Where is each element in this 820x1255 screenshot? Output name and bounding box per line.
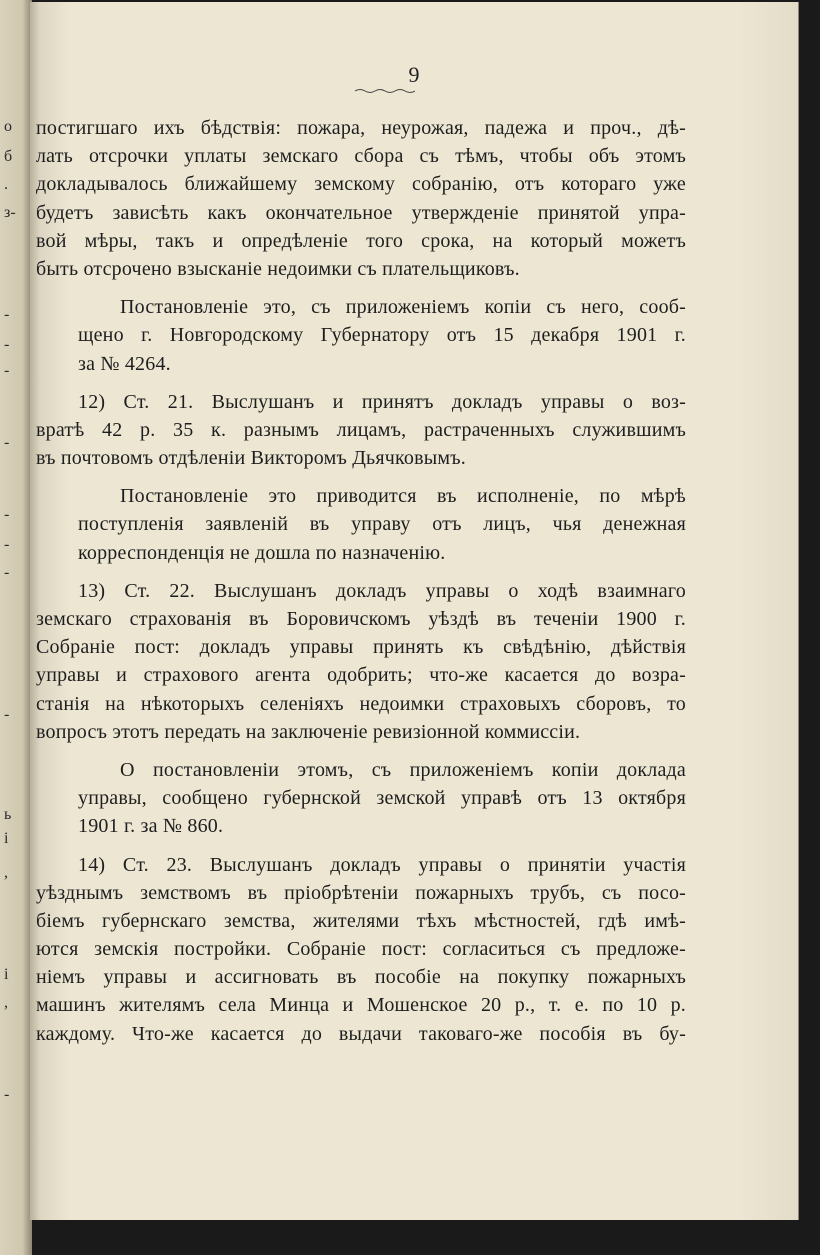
text-line: лать отсрочки уплаты земскаго сбора съ тѣмъ, чтобы объ этомъ [36, 145, 686, 168]
text-line: 13) Ст. 22. Выслушанъ докладъ управы о ходѣ взаимнаго [78, 579, 686, 602]
book-page [30, 2, 799, 1220]
text-line: ются земскія постройки. Собраніе пост: согласиться съ предложе- [36, 938, 686, 961]
text-line: О постановленіи этомъ, съ приложеніемъ копіи доклада [120, 758, 686, 781]
text-line: управы, сообщено губернской земской управѣ отъ 13 октября [78, 787, 686, 810]
text-line: Постановленіе это приводится въ исполненіе, по мѣрѣ [120, 485, 686, 508]
margin-fragment: - [4, 362, 10, 379]
resolution-note [78, 482, 686, 567]
text-line: будетъ зависѣть какъ окончательное утвержденіе принятой упра- [36, 201, 686, 224]
text-line: 12) Ст. 21. Выслушанъ и принятъ докладъ управы о воз- [78, 390, 686, 413]
text-line: вопросъ этотъ передать на заключеніе ревизіонной коммиссіи. [36, 720, 581, 743]
text-line: ніемъ управы и ассигновать въ пособіе на покупку пожарныхъ [36, 966, 686, 989]
text-line: щено г. Новгородскому Губернатору отъ 15 декабря 1901 г. [78, 324, 686, 347]
margin-fragment: - [4, 306, 10, 323]
margin-fragment: б [4, 148, 13, 165]
text-line: каждому. Что-же касается до выдачи таковаго-же пособія въ бу- [36, 1022, 686, 1045]
text-line: Постановленіе это, съ приложеніемъ копіи съ него, сооб- [120, 296, 686, 319]
margin-fragment: о [4, 118, 12, 135]
paragraph [36, 388, 686, 473]
resolution-note [78, 293, 686, 378]
margin-fragment: - [4, 706, 10, 723]
text-line: земскаго страхованія въ Боровичскомъ уѣздѣ въ теченіи 1900 г. [36, 608, 686, 630]
margin-fragment: - [4, 506, 10, 523]
text-line: поступленія заявленій въ управу отъ лицъ, чья денежная [78, 513, 686, 536]
ornament-rule [355, 88, 415, 94]
resolution-note [78, 756, 686, 841]
text-line: быть отсрочено взысканіе недоимки съ плательщиковъ. [36, 257, 520, 280]
text-line: Собраніе пост: докладъ управы принять къ свѣдѣнію, дѣйствія [36, 636, 686, 659]
text-line: біемъ губернскаго земства, жителями тѣхъ мѣстностей, гдѣ имѣ- [36, 909, 686, 932]
text-line: докладывалось ближайшему земскому собранію, отъ котораго уже [36, 173, 686, 196]
adjacent-page-edge [0, 0, 32, 1255]
text-line: вратѣ 42 р. 35 к. разнымъ лицамъ, растраченныхъ служившимъ [36, 418, 686, 441]
text-line: станія на нѣкоторыхъ селеніяхъ недоимки страховыхъ сборовъ, то [36, 692, 686, 715]
text-line: 14) Ст. 23. Выслушанъ докладъ управы о принятіи участія [78, 853, 686, 876]
page-number: 9 [408, 62, 420, 87]
margin-fragment: i [4, 830, 9, 847]
margin-fragment: . [4, 176, 8, 193]
margin-fragment: , [4, 994, 8, 1011]
margin-fragment: - [4, 564, 10, 581]
margin-fragment: , [4, 864, 8, 881]
margin-fragment: з- [4, 204, 16, 221]
paragraph [36, 114, 686, 283]
paragraph [36, 577, 686, 746]
text-line: постигшаго ихъ бѣдствія: пожара, неурожая, падежа и проч., дѣ- [36, 117, 686, 139]
body-text [36, 114, 686, 1048]
text-line: управы и страхового агента одобрить; что-же касается до возра- [36, 664, 686, 687]
text-line: 1901 г. за № 860. [78, 815, 224, 838]
paragraph [36, 851, 686, 1048]
margin-fragment: i [4, 966, 9, 983]
text-line: вой мѣры, такъ и опредѣленіе того срока, на который можетъ [36, 229, 686, 252]
margin-fragment: - [4, 434, 10, 451]
text-line: за № 4264. [78, 352, 171, 375]
margin-fragment: - [4, 336, 10, 353]
text-line: уѣзднымъ земствомъ въ пріобрѣтеніи пожарныхъ трубъ, съ посо- [36, 881, 686, 904]
text-line: корреспонденція не дошла по назначенію. [78, 541, 446, 564]
text-line: въ почтовомъ отдѣленіи Викторомъ Дьячковымъ. [36, 447, 466, 470]
text-line: машинъ жителямъ села Минца и Мошенское 20 р., т. е. по 10 р. [36, 994, 686, 1017]
margin-fragment: - [4, 1086, 10, 1103]
margin-fragment: - [4, 536, 10, 553]
margin-fragment: ь [4, 806, 12, 823]
